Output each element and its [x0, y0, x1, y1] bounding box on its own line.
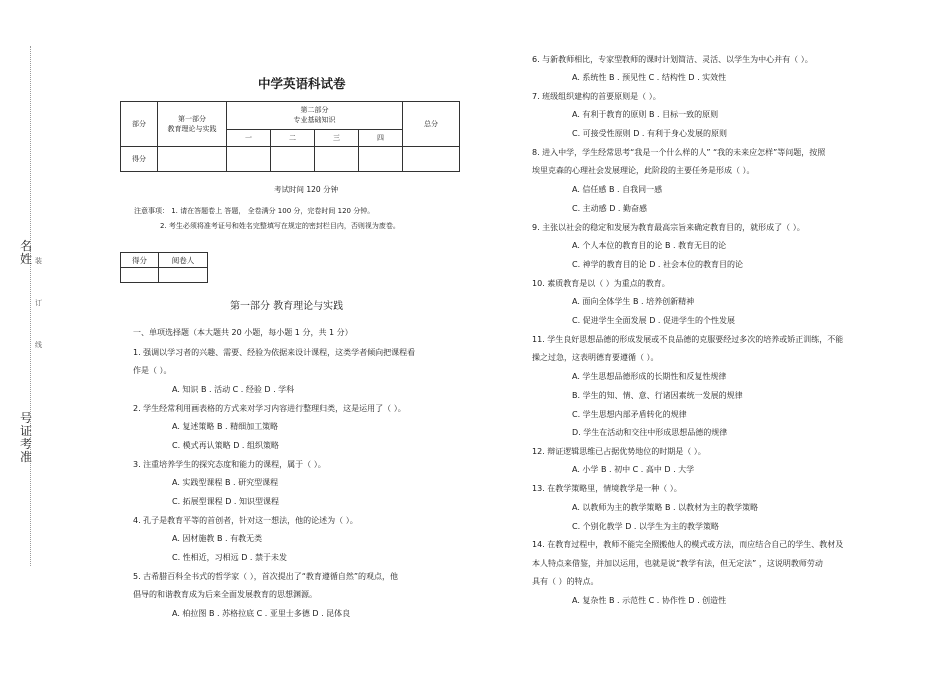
- question-14-options: A. 复杂性 B . 示范性 C . 协作性 D . 创造性: [572, 596, 727, 605]
- binding-mark-xian: 线: [35, 341, 42, 349]
- score-table-sub-2: 二: [271, 129, 315, 146]
- score-table-part2: 第二部分 专业基础知识: [227, 102, 403, 130]
- question-11-line-1: 11. 学生良好思想品德的形成发展或不良品德的克服要经过多次的培养或矫正训练，不能: [532, 335, 844, 344]
- question-6-options: A. 系统性 B . 预见性 C . 结构性 D . 实效性: [572, 73, 727, 82]
- question-14-line-3: 具有（ ）的特点。: [532, 577, 599, 586]
- question-8-options-2: C. 主动感 D . 勤奋感: [572, 204, 648, 213]
- question-11-option-b: B. 学生的知、情、意、行诸因素统一发展的规律: [572, 391, 743, 400]
- grader-table: [120, 252, 208, 283]
- question-10-options-2: C. 促进学生全面发展 D . 促进学生的个性发展: [572, 316, 736, 325]
- question-7-options-1: A. 有利于教育的原则 B . 目标一致的原则: [572, 110, 719, 119]
- grader-reviewer-cell[interactable]: [159, 268, 208, 283]
- binding-mark-ding: 订: [35, 299, 42, 307]
- question-3-line-1: 3. 注重培养学生的探究态度和能力的课程，属于（ ）。: [133, 460, 326, 469]
- grader-reviewer-label: 阅卷人: [159, 253, 208, 268]
- question-7-line-1: 7. 班级组织建构的首要原则是（ ）。: [532, 92, 661, 101]
- score-cell-sub-4[interactable]: [359, 147, 403, 172]
- exam-notes: [134, 204, 400, 234]
- question-11-option-c: C. 学生思想内部矛盾转化的规律: [572, 410, 687, 419]
- question-10-options-1: A. 面向全体学生 B . 培养创新精神: [572, 297, 695, 306]
- question-9-options-1: A. 个人本位的教育目的论 B . 教育无目的论: [572, 241, 727, 250]
- question-2-line-1: 2. 学生经常利用画表格的方式来对学习内容进行整理归类，这是运用了（ ）。: [133, 404, 406, 413]
- score-cell-sub-1[interactable]: [227, 147, 271, 172]
- question-13-options-2: C. 个别化教学 D . 以学生为主的教学策略: [572, 522, 720, 531]
- question-11-line-2: 操之过急，这表明德育要遵循（ ）。: [532, 353, 659, 362]
- question-8-line-2: 埃里克森的心理社会发展理论，此阶段的主要任务是形成（ ）。: [532, 166, 755, 175]
- score-cell-total[interactable]: [403, 147, 460, 172]
- question-4-line-1: 4. 孔子是教育平等的首创者，针对这一想法，他的论述为（ ）。: [133, 516, 358, 525]
- question-13-line-1: 13. 在教学策略里，情境教学是一种（ ）。: [532, 484, 682, 493]
- note-line-2: 2. 考生必须将准考证号和姓名完整填写在规定的密封栏目内，否则视为废卷。: [160, 222, 400, 230]
- score-table-part-label: 部分: [121, 102, 158, 147]
- question-9-options-2: C. 神学的教育目的论 D . 社会本位的教育目的论: [572, 260, 744, 269]
- question-8-options-1: A. 信任感 B . 自我同一感: [572, 185, 663, 194]
- score-cell-sub-2[interactable]: [271, 147, 315, 172]
- score-table-sub-1: 一: [227, 129, 271, 146]
- question-3-options-2: C. 拓展型课程 D . 知识型课程: [172, 497, 280, 506]
- note-line-1: 注意事项： 1. 请在答题卷上 答题， 全卷满分 100 分，完卷时间 120 分钟。: [134, 207, 375, 215]
- exam-id-label: 号 证 考 准: [20, 411, 33, 464]
- score-table-part1: 第一部分 教育理论与实践: [158, 102, 227, 147]
- question-14-line-2: 本人特点来借鉴，并加以运用，也就是说“教学有法，但无定法” ，这说明教师劳动: [532, 559, 823, 568]
- question-2-options-1: A. 复述策略 B . 精细加工策略: [172, 422, 279, 431]
- paper-title: 中学英语科试卷: [258, 76, 346, 91]
- question-12-options: A. 小学 B . 初中 C . 高中 D . 大学: [572, 465, 695, 474]
- question-5-options: A. 柏拉图 B . 苏格拉底 C . 亚里士多德 D . 昆体良: [172, 609, 351, 618]
- question-11-option-a: A. 学生思想品德形成的长期性和反复性规律: [572, 372, 727, 381]
- question-10-line-1: 10. 素质教育是以（ ）为重点的教育。: [532, 279, 670, 288]
- question-1-line-1: 1. 强调以学习者的兴趣、需要、经验为依据来设计课程，这类学者倾向把课程看: [133, 348, 416, 357]
- grader-score-label: 得分: [121, 253, 159, 268]
- score-table-score-label: 得分: [121, 147, 158, 172]
- grader-score-cell[interactable]: [121, 268, 159, 283]
- question-7-options-2: C. 可接受性原则 D . 有利于身心发展的原则: [572, 129, 728, 138]
- question-14-line-1: 14. 在教育过程中，教师不能完全照搬他人的模式或方法，而应结合自己的学生、教材及: [532, 540, 844, 549]
- question-4-options-2: C. 性相近，习相远 D . 禁于未发: [172, 553, 288, 562]
- score-table-sub-4: 四: [359, 129, 403, 146]
- question-3-options-1: A. 实践型课程 B . 研究型课程: [172, 478, 279, 487]
- question-9-line-1: 9. 主张以社会的稳定和发展为教育最高宗旨来确定教育目的，就形成了（ ）。: [532, 223, 805, 232]
- question-5-line-1: 5. 古希腊百科全书式的哲学家（ ），首次提出了“教育遵循自然”的观点，他: [133, 572, 399, 581]
- score-table: [120, 101, 460, 172]
- score-cell-sub-3[interactable]: [315, 147, 359, 172]
- question-8-line-1: 8. 进入中学，学生经常思考“我是一个什么样的人” “我的未来应怎样”等问题，按照: [532, 148, 826, 157]
- question-5-line-2: 倡导的和谐教育成为后来全面发展教育的思想渊源。: [133, 590, 317, 599]
- binding-mark-zhuang: 装: [35, 257, 42, 265]
- score-cell-part1[interactable]: [158, 147, 227, 172]
- question-4-options-1: A. 因材施教 B . 有教无类: [172, 534, 263, 543]
- question-1-line-2: 作是（ ）。: [133, 366, 172, 375]
- question-1-options: A. 知识 B . 活动 C . 经验 D . 学科: [172, 385, 295, 394]
- part-one-title: 第一部分 教育理论与实践: [230, 301, 344, 312]
- score-table-total: 总分: [403, 102, 460, 147]
- score-table-sub-3: 三: [315, 129, 359, 146]
- question-2-options-2: C. 模式再认策略 D . 组织策略: [172, 441, 280, 450]
- name-label: 名 姓: [20, 239, 33, 266]
- question-6-line-1: 6. 与新教师相比，专家型教师的课时计划简洁、灵活、以学生为中心并有（ ）。: [532, 55, 813, 64]
- question-11-option-d: D. 学生在活动和交往中形成思想品德的规律: [572, 428, 728, 437]
- question-13-options-1: A. 以教师为主的教学策略 B . 以教材为主的教学策略: [572, 503, 759, 512]
- section-title: 一、单项选择题（本大题共 20 小题，每小题 1 分，共 1 分）: [133, 328, 353, 337]
- question-12-line-1: 12. 辩证逻辑思维已占据优势地位的时期是（ ）。: [532, 447, 706, 456]
- exam-time: 考试时间 120 分钟: [274, 185, 339, 194]
